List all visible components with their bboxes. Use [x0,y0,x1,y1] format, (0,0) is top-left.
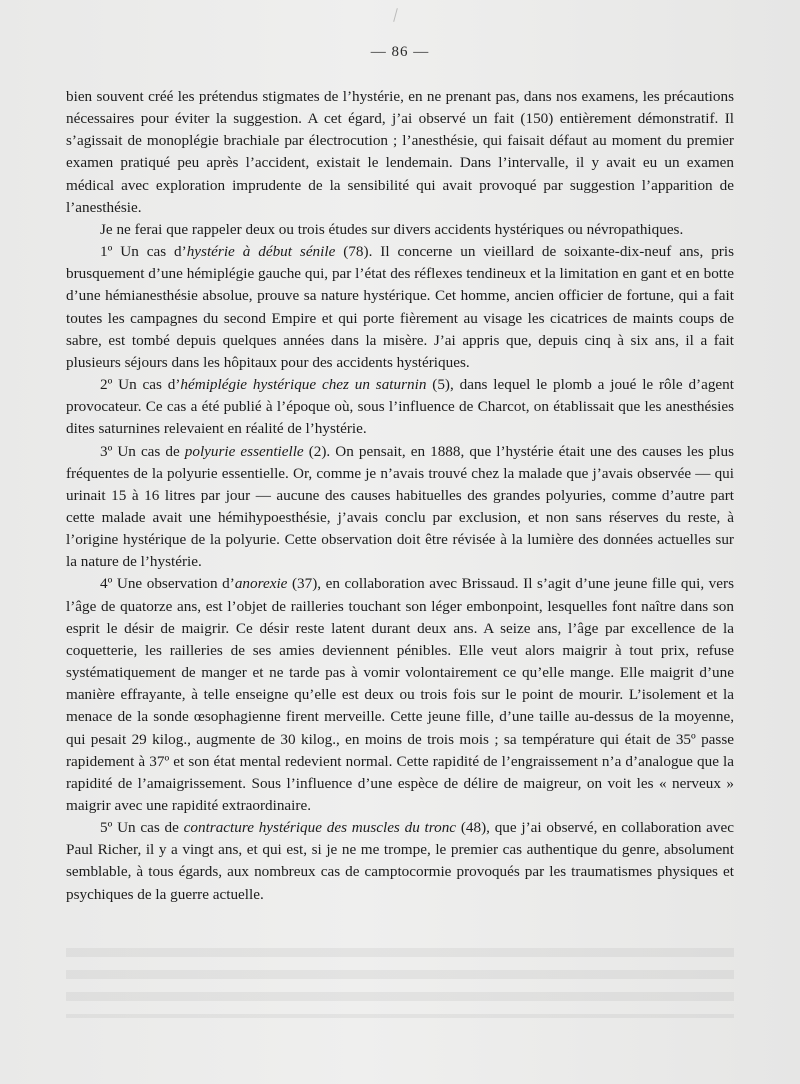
case-4-title: anorexie [234,575,288,593]
case-4-prefix: 4º Une observation d’ [100,575,235,593]
case-1-title: hystérie à début sénile [186,243,336,261]
case-3-prefix: 3º Un cas de [100,442,185,460]
case-4-body: (37), en collaboration avec Brissaud. Il s’agit d’une jeune fille qui, vers l’âge de quatorze ans, est l’objet de railleries touchant son léger embonpoint, lesquelles font naître dans son esprit le désir de maigrir. Ce désir reste latent durant deux ans. A seize ans, l’âge par excellence de la coquetterie, les railleries de ses amies deviennent pénibles. Elle veut alors maigrir à tout prix, refuse systématiquement de manger et ne tarde pas à vomir volontairement ce qu’elle mange. Elle maigrit d’une manière effrayante, à telle enseigne qu’elle est deux ou trois fois sur le point de mourir. L’isolement et la menace de la sonde œsophagienne firent merveille. Cette jeune fille, d’une taille au-dessus de la moyenne, qui pesait 29 kilog., augmente de 30 kilog., en moins de trois mois ; sa température qui était de 35º passe rapidement à 37º et son état mental redevient normal. Cette rapidité de l’engraissement n’a d’analogue que la rapidité de l’amaigrissement. Sous l’influence d’une espèce de délire de maigreur, on voit les « nerveux » maigrir avec une rapidité extraordinaire. [66,575,734,814]
show-through-text [66,948,734,1018]
case-3-title: polyurie essentielle [184,442,304,460]
pencil-mark [393,8,398,22]
paragraph-continuation: bien souvent créé les prétendus stigmates de l’hystérie, en ne prenant pas, dans nos examens, les précautions nécessaires pour éviter la suggestion. A cet égard, j’ai observé un fait (150) entièrement démonstratif. Il s’agissait de monoplégie brachiale par électrocution ; l’anesthésie, qui faisait défaut au moment du premier examen pratiqué peu après l’accident, existait le lendemain. Dans l’intervalle, il y avait eu un examen médical avec exploration imprudente de la sensibilité qui avait provoqué par suggestion l’apparition de l’anesthésie. [66,88,734,216]
paragraph-case-3 [66,441,734,574]
case-1-body: (78). Il concerne un vieillard de soixante-dix-neuf ans, pris brusquement d’une hémiplégie gauche qui, par l’état des réflexes tendineux et la limitation en gant et en botte d’une hémianesthésie absolue, prouve sa nature hystérique. Cet homme, ancien officier de fortune, qui a fait toutes les campagnes du second Empire et qui porte fièrement au visage les cicatrices de maints coups de sabre, est tombé depuis quelques années dans la misère. J’ai appris que, depuis cinq à six ans, il a fait plusieurs séjours dans les hôpitaux pour des accidents hystériques. [66,243,734,371]
case-2-body: (5), dans lequel le plomb a joué le rôle d’agent provocateur. Ce cas a été publié à l’époque où, sous l’influence de Charcot, on établissait que les anesthésies dites saturnines relevaient en réalité de l’hystérie. [66,376,734,438]
case-2-prefix: 2º Un cas d’ [100,376,181,394]
case-5-body: (48), que j’ai observé, en collaboration avec Paul Richer, il y a vingt ans, et qui est, si je ne me trompe, le premier cas authentique du genre, absolument semblable, à tous égards, aux nombreux cas de camptocormie provoqués par les traumatismes physiques et psychiques de la guerre actuelle. [66,819,734,903]
case-5-prefix: 5º Un cas de [100,819,184,837]
paragraph-intro: Je ne ferai que rappeler deux ou trois études sur divers accidents hystériques ou névropathiques. [100,220,684,238]
paragraph-case-2 [66,374,734,440]
page-number: — 86 — [370,44,430,60]
case-3-body: (2). On pensait, en 1888, que l’hystérie était une des causes les plus fréquentes de la polyurie essentielle. Or, comme je n’avais trouvé chez la malade que j’avais observée — qui urinait 15 à 16 litres par jour — aucune des causes habituelles des grandes polyuries, comme d’autre part cette malade avait une hémihypoesthésie, j’avais conclu par exclusion, et non sans réserves du reste, à l’origine hystérique de la polyurie. Cette observation doit être révisée à la lumière des données actuelles sur la nature de l’hystérie. [66,442,735,571]
body-text [66,86,734,906]
paragraph-case-4 [66,573,734,817]
case-5-title: contracture hystérique des muscles du tronc [183,819,457,837]
case-2-title: hémiplégie hystérique chez un saturnin [180,376,427,394]
paragraph-case-1 [66,241,734,374]
paragraph-case-5 [66,817,734,906]
case-1-prefix: 1º Un cas d’ [100,243,187,261]
